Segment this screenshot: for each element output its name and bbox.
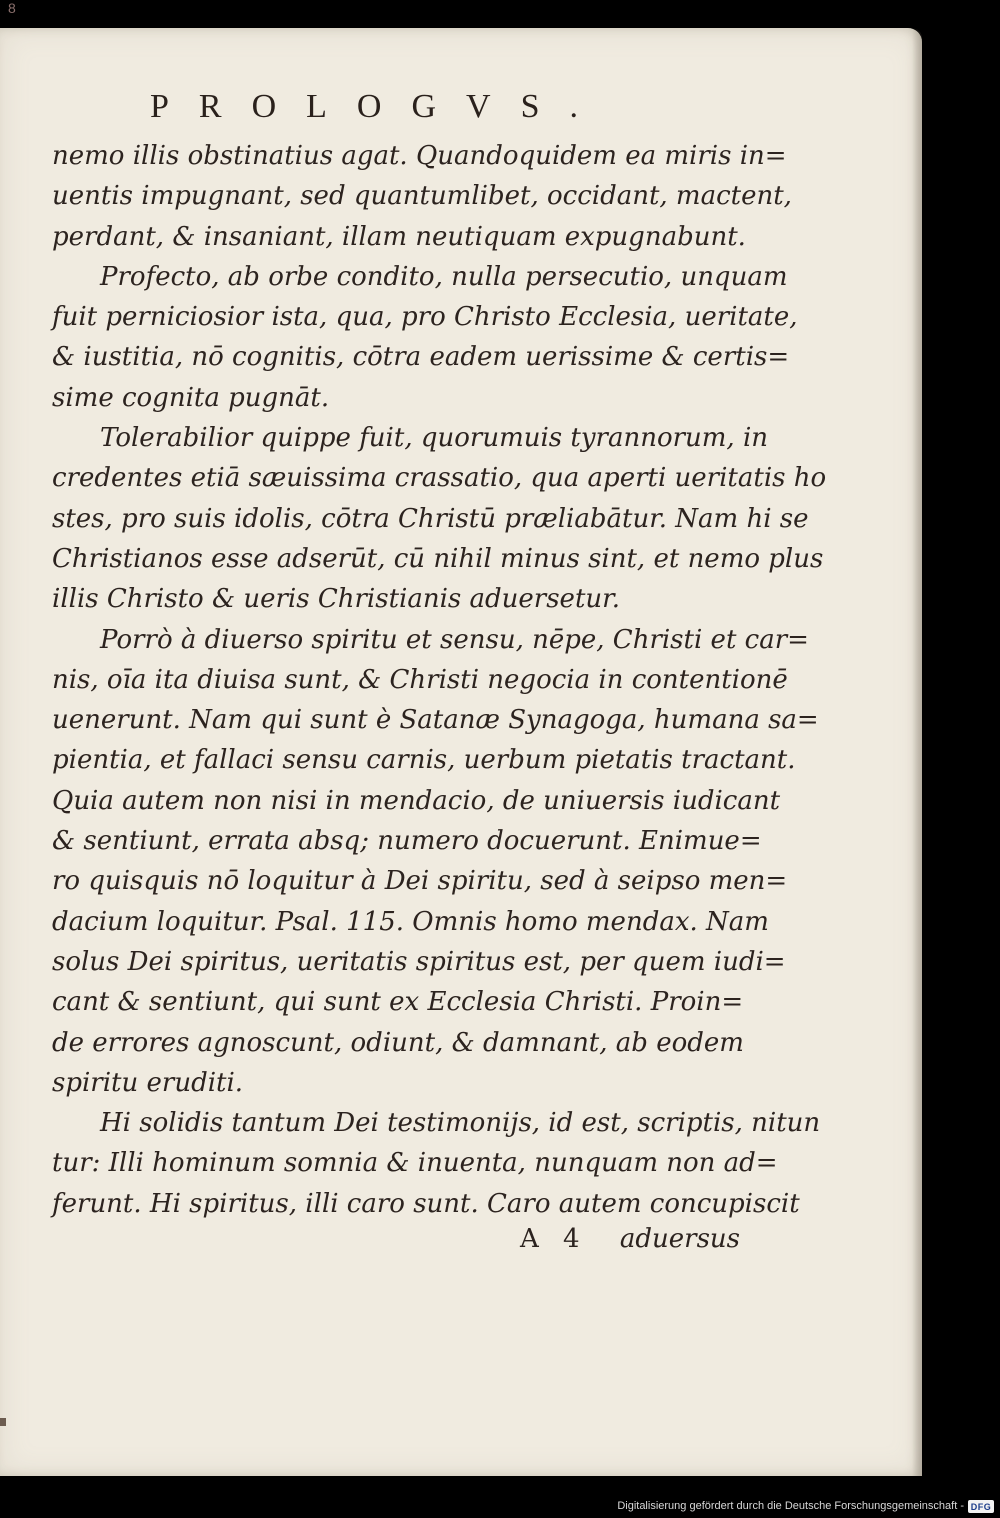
text-block bbox=[52, 136, 827, 1224]
text-line: credentes etiā sæuissima crassatio, qua aperti ueritatis ho bbox=[52, 463, 827, 494]
dfg-logo: DFG bbox=[968, 1500, 994, 1513]
page-edge-shadow bbox=[912, 28, 922, 1476]
binding-mark bbox=[0, 1418, 6, 1426]
text-line: Porrò à diuerso spiritu et sensu, nēpe, Christi et car= bbox=[100, 624, 809, 655]
text-line: stes, pro suis idolis, cōtra Christū præliabātur. Nam hi se bbox=[52, 503, 809, 534]
catchword: aduersus bbox=[619, 1224, 740, 1254]
text-line: Profecto, ab orbe condito, nulla persecutio, unquam bbox=[100, 261, 788, 292]
book-page bbox=[0, 28, 922, 1476]
text-line: uentis impugnant, sed quantumlibet, occidant, mactent, bbox=[52, 181, 792, 212]
text-line: ro quisquis nō loquitur à Dei spiritu, sed à seipso men= bbox=[52, 866, 788, 897]
page-footer bbox=[520, 1224, 740, 1254]
text-line: de errores agnoscunt, odiunt, & damnant, ab eodem bbox=[52, 1027, 744, 1058]
signature-mark: A 4 bbox=[520, 1224, 588, 1254]
text-line: ferunt. Hi spiritus, illi caro sunt. Caro autem concupiscit bbox=[52, 1188, 800, 1219]
text-line: Christianos esse adserūt, cū nihil minus sint, et nemo plus bbox=[52, 543, 824, 574]
text-line: & sentiunt, errata absq; numero docuerunt. Enimue= bbox=[52, 826, 762, 857]
text-line: spiritu eruditi. bbox=[52, 1067, 244, 1098]
text-line: perdant, & insaniant, illam neutiquam expugnabunt. bbox=[52, 221, 746, 252]
corner-mark: 8 bbox=[8, 0, 16, 16]
text-line: Hi solidis tantum Dei testimonijs, id est, scriptis, nitun bbox=[100, 1108, 821, 1139]
text-line: Quia autem non nisi in mendacio, de uniuersis iudicant bbox=[52, 785, 781, 816]
text-line: tur: Illi hominum somnia & inuenta, nunquam non ad= bbox=[52, 1148, 778, 1179]
text-line: pientia, et fallaci sensu carnis, uerbum pietatis tractant. bbox=[52, 745, 796, 776]
text-line: & iustitia, nō cognitis, cōtra eadem uerissime & certis= bbox=[52, 342, 790, 373]
text-line: cant & sentiunt, qui sunt ex Ecclesia Christi. Proin= bbox=[52, 987, 744, 1018]
text-line: solus Dei spiritus, ueritatis spiritus est, per quem iudi= bbox=[52, 946, 786, 977]
running-head: PROLOGVS. bbox=[150, 88, 608, 125]
text-line: illis Christo & ueris Christianis aduersetur. bbox=[52, 584, 620, 615]
funding-text: Digitalisierung gefördert durch die Deutsche Forschungsgemeinschaft - bbox=[617, 1500, 964, 1512]
text-line: dacium loquitur. Psal. 115. Omnis homo mendax. Nam bbox=[52, 906, 769, 937]
text-line: uenerunt. Nam qui sunt è Satanæ Synagoga, humana sa= bbox=[52, 705, 819, 736]
text-line: nis, oīa ita diuisa sunt, & Christi negocia in contentionē bbox=[52, 664, 788, 695]
text-line: nemo illis obstinatius agat. Quandoquidem ea miris in= bbox=[52, 141, 787, 171]
text-line: sime cognita pugnāt. bbox=[52, 382, 330, 413]
text-line: Tolerabilior quippe fuit, quorumuis tyrannorum, in bbox=[100, 423, 769, 454]
text-line: fuit perniciosior ista, qua, pro Christo Ecclesia, ueritate, bbox=[52, 302, 798, 333]
funding-bar bbox=[0, 1492, 1000, 1518]
